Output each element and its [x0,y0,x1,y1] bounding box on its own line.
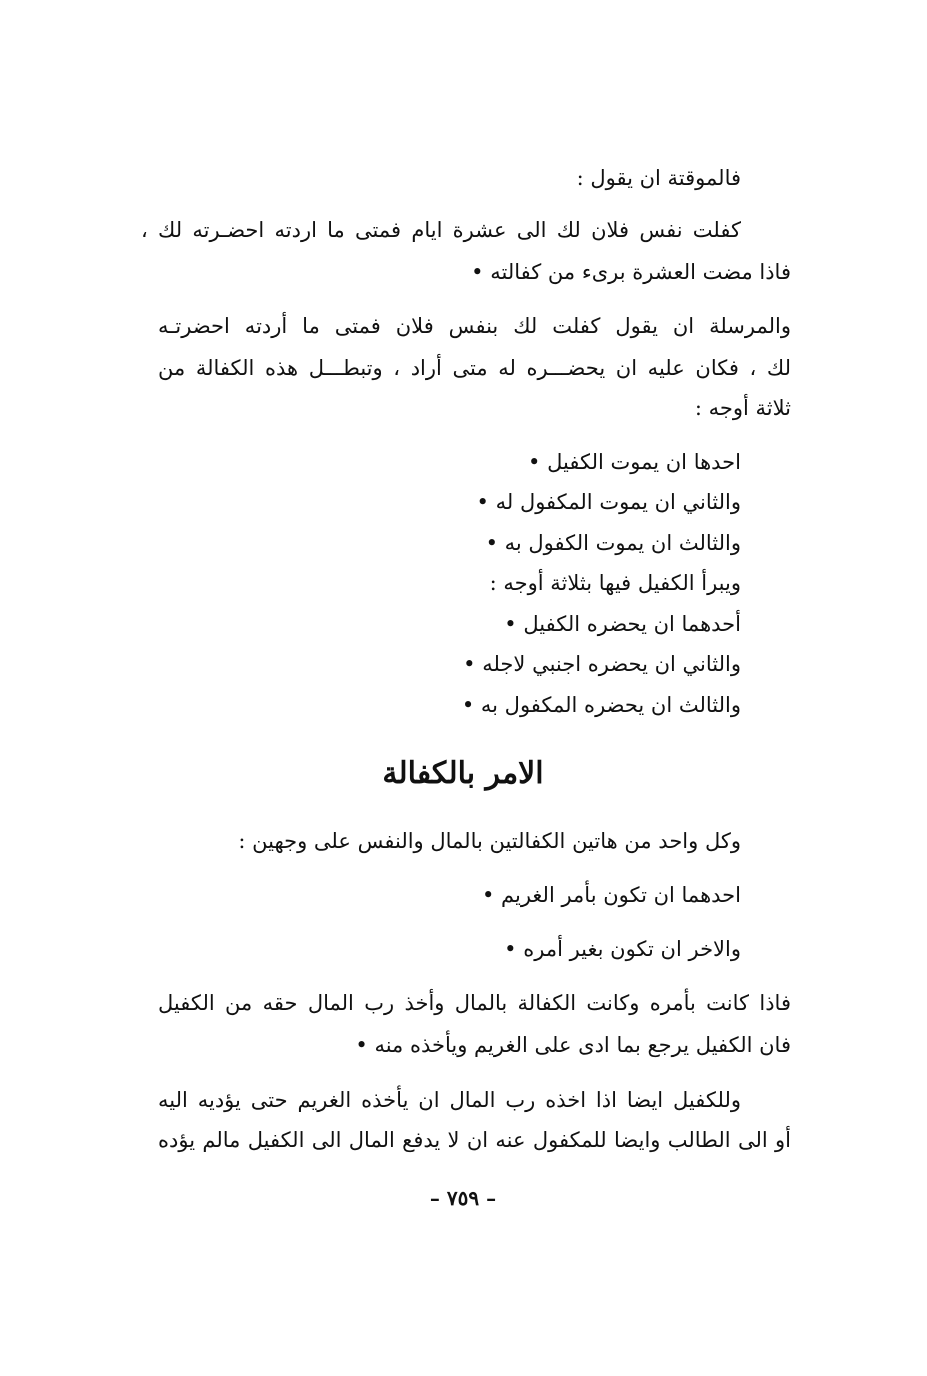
text-line-6: ثلاثة أوجه : [694,396,791,420]
text-line-14: وكل واحد من هاتين الكفالتين بالمال والنفس على وجهين : [238,829,741,853]
list-item: والثالث ان يموت الكفول به • [485,531,741,555]
section-heading: الامر بالكفالة [382,756,544,791]
list-item: والاخر ان تكون بغير أمره • [504,937,741,961]
text-line-19: وللكفيل ايضا اذا اخذه رب المال ان يأخذه الغريم حتى يؤديه اليه [158,1088,741,1112]
text-line-5: لك ، فكان عليه ان يحضـــره له متى أراد ، وتبطـــل هذه الكفالة من [158,356,791,380]
text-line-1: فالموقتة ان يقول : [576,166,741,190]
list-item: والثالث ان يحضره المكفول به • [461,693,741,717]
list-item: أحدهما ان يحضره الكفيل • [504,612,741,636]
list-item: احدهما ان تكون بأمر الغريم • [481,883,741,907]
page-number: – ٧٥٩ – [429,1186,497,1210]
list-item: والثاني ان يحضره اجنبي لاجله • [463,652,741,676]
list-item: والثاني ان يموت المكفول له • [476,490,741,514]
text-line-18: فان الكفيل يرجع بما ادى على الغريم ويأخذه منه • [355,1033,791,1057]
text-line-3: فاذا مضت العشرة برىء من كفالته • [471,260,791,284]
list-item: ويبرأ الكفيل فيها بثلاثة أوجه : [489,571,741,595]
text-line-17: فاذا كانت بأمره وكانت الكفالة بالمال وأخذ رب المال حقه من الكفيل [158,991,791,1015]
text-line-20: أو الى الطالب وايضا للمكفول عنه ان لا يدفع المال الى الكفيل مالم يؤده [158,1128,791,1152]
text-line-4: والمرسلة ان يقول كفلت لك بنفس فلان فمتى ما أردته احضرتـه [158,314,791,338]
list-item: احدها ان يموت الكفيل • [528,450,741,474]
text-line-2: كفلت نفس فلان لك الى عشرة ايام فمتى ما اردته احضـرته لك ، [141,218,741,242]
